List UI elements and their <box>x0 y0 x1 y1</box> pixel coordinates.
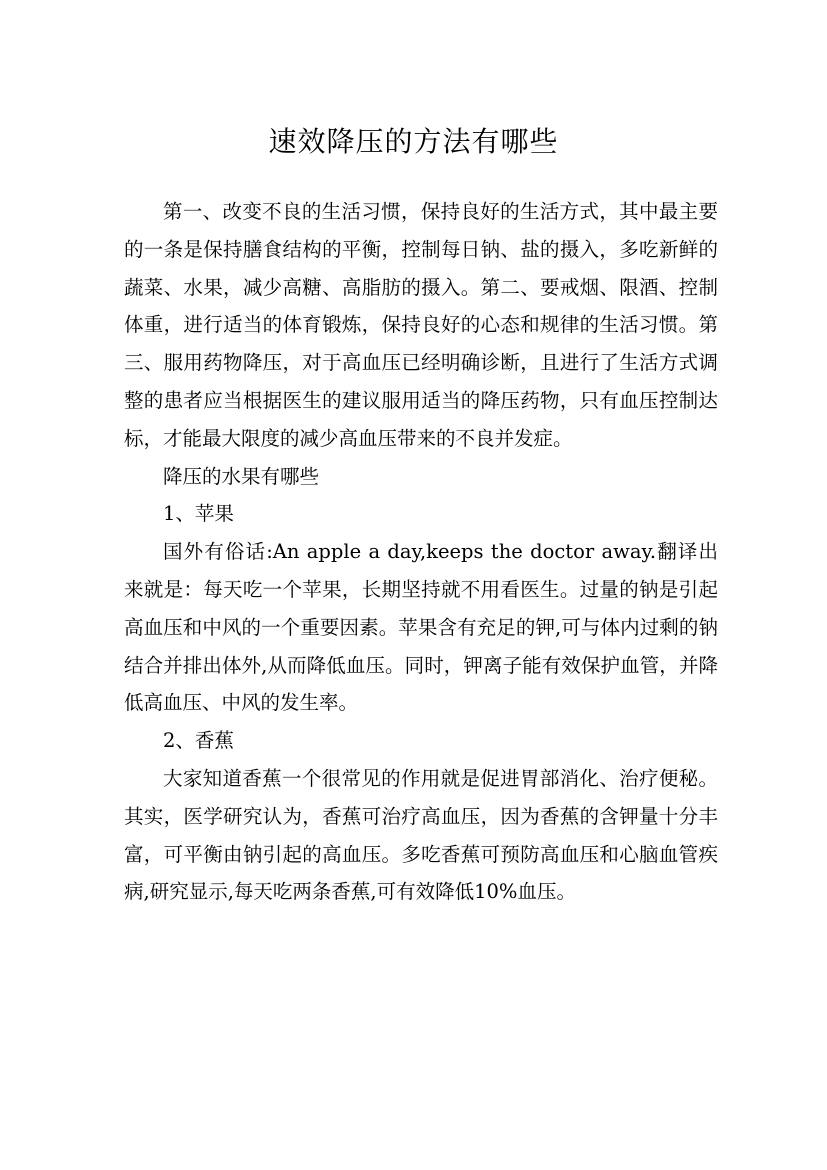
paragraph-lifestyle-methods: 第一、改变不良的生活习惯，保持良好的生活方式，其中最主要的一条是保持膳食结构的平衡，控制每日钠、盐的摄入，多吃新鲜的蔬菜、水果，减少高糖、高脂肪的摄入。第二、要戒烟、限酒、控制体重，进行适当的体育锻炼，保持良好的心态和规律的生活习惯。第三、服用药物降压，对于高血压已经明确诊断，且进行了生活方式调整的患者应当根据医生的建议服用适当的降压药物，只有血压控制达标，才能最大限度的减少高血压带来的不良并发症。 <box>124 200 718 450</box>
paragraph-apple-text: 国外有俗话:An apple a day,keeps the doctor away.翻译出来就是：每天吃一个苹果，长期坚持就不用看医生。过量的钠是引起高血压和中风的一个重要因素。苹果含有充足的钾,可与体内过剩的钠结合并排出体外,从而降低血压。同时，钾离子能有效保护血管，并降低高血压、中风的发生率。 <box>124 540 718 715</box>
document-body <box>124 193 718 911</box>
paragraph-apple-heading: 1、苹果 <box>163 502 234 526</box>
paragraph-banana-heading: 2、香蕉 <box>163 729 234 753</box>
paragraph-fruits-heading: 降压的水果有哪些 <box>163 464 320 488</box>
document-title: 速效降压的方法有哪些 <box>268 124 559 158</box>
paragraph-banana-text: 大家知道香蕉一个很常见的作用就是促进胃部消化、治疗便秘。其实，医学研究认为，香蕉可治疗高血压，因为香蕉的含钾量十分丰富，可平衡由钠引起的高血压。多吃香蕉可预防高血压和心脑血管疾病,研究显示,每天吃两条香蕉,可有效降低10%血压。 <box>124 766 718 904</box>
